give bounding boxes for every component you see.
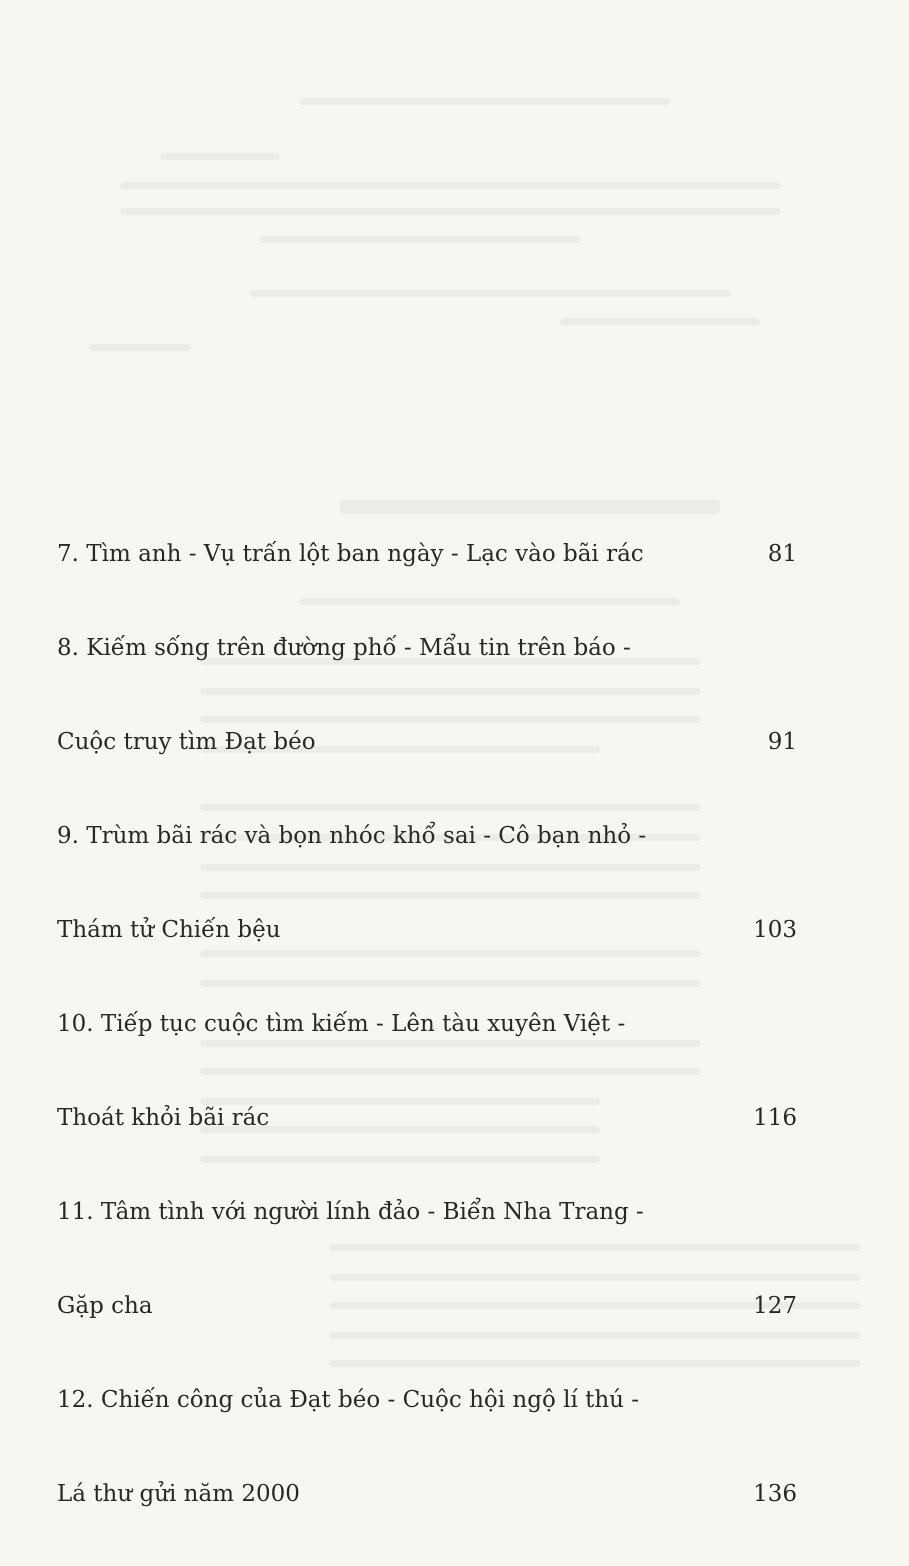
toc-entry-title: 12. Chiến công của Đạt béo - Cuộc hội ngộ lí thú - xyxy=(57,1387,640,1413)
table-of-contents xyxy=(57,532,797,1566)
toc-entry-page-number: 116 xyxy=(753,1105,797,1131)
toc-entry-page-number: 91 xyxy=(767,729,797,755)
toc-entry-page-number: 103 xyxy=(753,917,797,943)
toc-entry-title: 11. Tâm tình với người lính đảo - Biển Nha Trang - xyxy=(57,1199,644,1225)
toc-entry-title: 7. Tìm anh - Vụ trấn lột ban ngày - Lạc vào bãi rác xyxy=(57,541,644,567)
toc-entry-chapter-9 xyxy=(57,814,797,952)
toc-entry-title-continued: Thoát khỏi bãi rác xyxy=(57,1105,270,1131)
toc-entry-chapter-11 xyxy=(57,1190,797,1328)
toc-entry-page-number: 136 xyxy=(753,1481,797,1507)
toc-entry-title: 9. Trùm bãi rác và bọn nhóc khổ sai - Cô bạn nhỏ - xyxy=(57,823,647,849)
toc-entry-chapter-12 xyxy=(57,1378,797,1516)
toc-entry-page-number: 81 xyxy=(767,541,797,567)
toc-entry-title-continued: Cuộc truy tìm Đạt béo xyxy=(57,729,316,755)
toc-entry-title: 8. Kiếm sống trên đường phố - Mẩu tin trên báo - xyxy=(57,635,631,661)
toc-entry-chapter-8 xyxy=(57,626,797,764)
toc-entry-title-continued: Thám tử Chiến bệu xyxy=(57,917,281,943)
toc-entry-title-continued: Lá thư gửi năm 2000 xyxy=(57,1481,300,1507)
toc-entry-page-number: 127 xyxy=(753,1293,797,1319)
toc-entry-title-continued: Gặp cha xyxy=(57,1293,153,1319)
toc-entry-chapter-7 xyxy=(57,532,797,576)
toc-entry-chapter-10 xyxy=(57,1002,797,1140)
toc-entry-title: 10. Tiếp tục cuộc tìm kiếm - Lên tàu xuyên Việt - xyxy=(57,1011,626,1037)
